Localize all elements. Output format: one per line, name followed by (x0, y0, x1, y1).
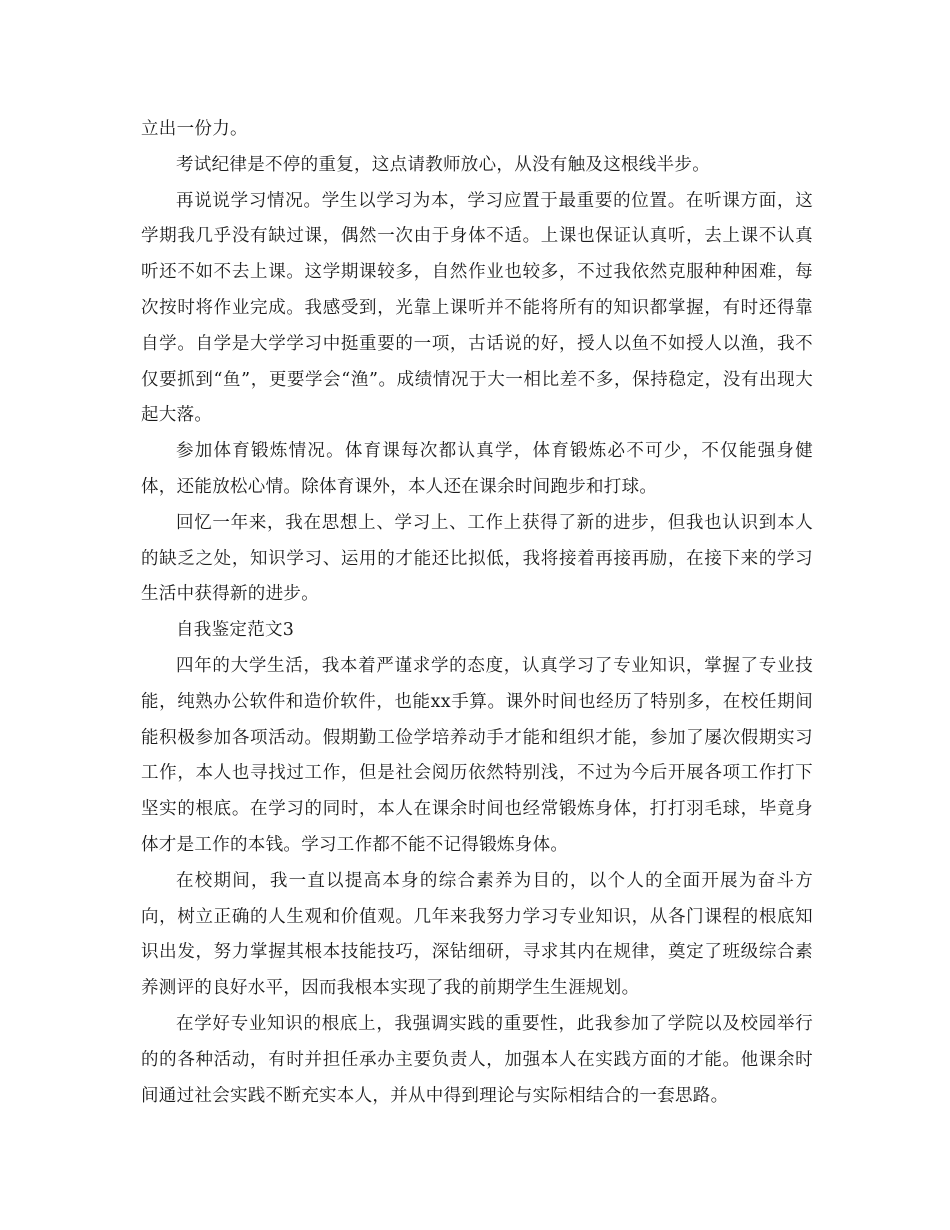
paragraph-6: 四年的大学生活，我本着严谨求学的态度，认真学习了专业知识，掌握了专业技能，纯熟办公软件和造价软件，也能xx手算。课外时间也经历了特别多，在校任期间能积极参加各项活动。假期勤工俭学培养动手才能和组织才能，参加了屡次假期实习工作，本人也寻找过工作，但是社会阅历依然特别浅，不过为今后开展各项工作打下坚实的根底。在学习的同时，本人在课余时间也经常锻炼身体，打打羽毛球，毕竟身体才是工作的本钱。学习工作都不能不记得锻炼身体。 (141, 655, 813, 855)
paragraph-4: 回忆一年来，我在思想上、学习上、工作上获得了新的进步，但我也认识到本人的缺乏之处，知识学习、运用的才能还比拟低，我将接着再接再励，在接下来的学习生活中获得新的进步。 (141, 512, 813, 605)
document-body (141, 112, 813, 1114)
paragraph-1: 考试纪律是不停的重复，这点请教师放心，从没有触及这根线半步。 (176, 154, 710, 175)
paragraph-7: 在校期间，我一直以提高本身的综合素养为目的，以个人的全面开展为奋斗方向，树立正确的人生观和价值观。几年来我努力学习专业知识，从各门课程的根底知识出发，努力掌握其根本技能技巧，深钻细研，寻求其内在规律，奠定了班级综合素养测评的良好水平，因而我根本实现了我的前期学生生涯规划。 (141, 870, 813, 999)
paragraph-3: 参加体育锻炼情况。体育课每次都认真学，体育锻炼必不可少，不仅能强身健体，还能放松心情。除体育课外，本人还在课余时间跑步和打球。 (141, 441, 813, 497)
paragraph-8: 在学好专业知识的根底上，我强调实践的重要性，此我参加了学院以及校园举行的的各种活动，有时并担任承办主要负责人，加强本人在实践方面的才能。他课余时间通过社会实践不断充实本人，并从中得到理论与实际相结合的一套思路。 (141, 1013, 813, 1106)
paragraph-2: 再说说学习情况。学生以学习为本，学习应置于最重要的位置。在听课方面，这学期我几乎没有缺过课，偶然一次由于身体不适。上课也保证认真听，去上课不认真听还不如不去上课。这学期课较多，自然作业也较多，不过我依然克服种种困难，每次按时将作业完成。我感受到，光靠上课听并不能将所有的知识都掌握，有时还得靠自学。自学是大学学习中挺重要的一项，古话说的好，授人以鱼不如授人以渔，我不仅要抓到“鱼”，更要学会“渔”。成绩情况于大一相比差不多，保持稳定，没有出现大起大落。 (141, 190, 813, 426)
paragraph-0: 立出一份力。 (141, 119, 248, 139)
section-heading: 自我鉴定范文3 (176, 620, 295, 641)
